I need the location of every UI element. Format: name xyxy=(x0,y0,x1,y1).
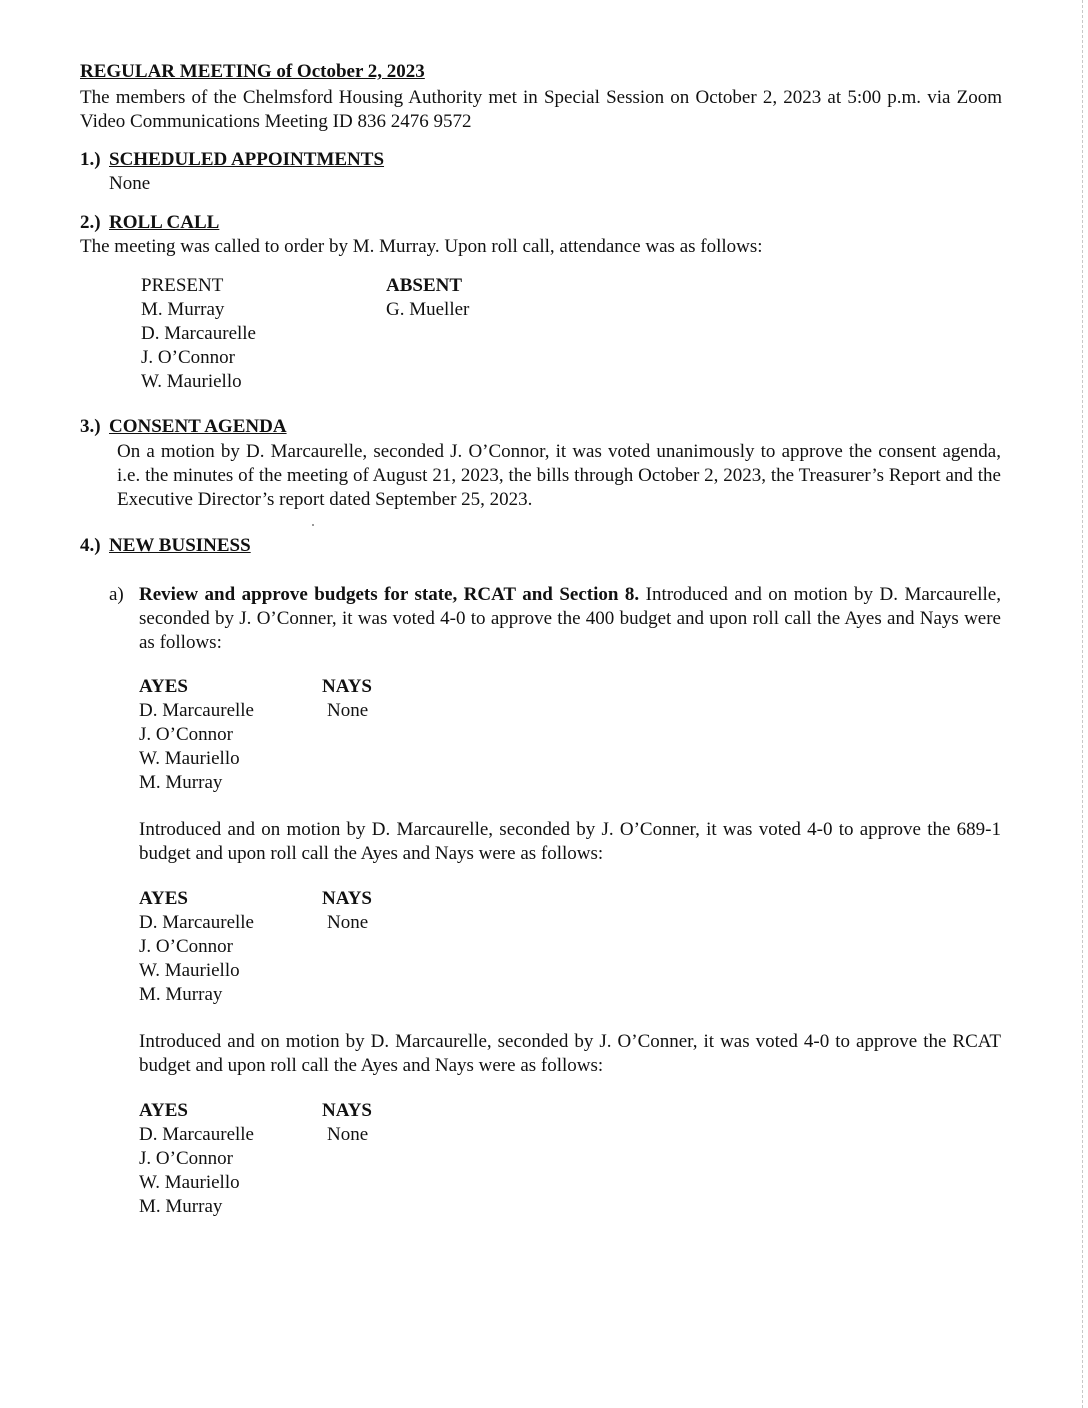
section-4-heading: NEW BUSINESS xyxy=(109,535,251,556)
section-1-body: None xyxy=(109,173,151,194)
nays-label: NAYS xyxy=(322,676,372,697)
present-label: PRESENT xyxy=(141,275,224,296)
ayes-list xyxy=(139,887,254,1007)
item-a-title: Review and approve budgets for state, RCAT and Section 8. xyxy=(139,584,640,605)
absent-list xyxy=(386,274,469,322)
item-a-letter: a) xyxy=(109,584,124,605)
section-4-number: 4.) xyxy=(80,535,101,556)
section-2-heading: ROLL CALL xyxy=(109,212,220,233)
meeting-title: REGULAR MEETING of October 2, 2023 xyxy=(80,61,425,82)
nays-list xyxy=(322,1099,372,1147)
nays-list xyxy=(322,675,372,723)
nay-member: None xyxy=(327,700,369,721)
aye-member: M. Murray xyxy=(139,772,223,793)
section-1-number: 1.) xyxy=(80,149,101,170)
aye-member: W. Mauriello xyxy=(139,1172,240,1193)
aye-member: J. O’Connor xyxy=(139,936,233,957)
scan-speck xyxy=(312,524,314,526)
section-2-number: 2.) xyxy=(80,212,101,233)
aye-member: W. Mauriello xyxy=(139,960,240,981)
item-a-motion: Introduced and on motion by D. Marcaurelle, seconded by J. O’Conner, it was voted 4-0 to approve the 400 budget and upon roll call the Ayes and Nays were as follows: xyxy=(139,584,1001,653)
section-3-number: 3.) xyxy=(80,416,101,437)
absent-member: G. Mueller xyxy=(386,299,470,320)
meeting-intro: The members of the Chelmsford Housing Authority met in Special Session on October 2, 2023 at 5:00 p.m. via Zoom Video Communications Meeting ID 836 2476 9572 xyxy=(80,87,1002,132)
aye-member: J. O’Connor xyxy=(139,1148,233,1169)
present-member: J. O’Connor xyxy=(141,347,235,368)
ayes-label: AYES xyxy=(139,1100,188,1121)
ayes-list xyxy=(139,675,254,795)
nays-label: NAYS xyxy=(322,888,372,909)
motion-3: Introduced and on motion by D. Marcaurelle, seconded by J. O’Conner, it was voted 4-0 to approve the RCAT budget and upon roll call the Ayes and Nays were as follows: xyxy=(139,1031,1001,1076)
nays-list xyxy=(322,887,372,935)
scan-edge-line xyxy=(1082,0,1083,1408)
aye-member: D. Marcaurelle xyxy=(139,912,254,933)
nay-member: None xyxy=(327,1124,369,1145)
aye-member: D. Marcaurelle xyxy=(139,700,254,721)
present-list xyxy=(141,274,256,394)
item-a-paragraph xyxy=(139,583,1001,655)
section-3-heading: CONSENT AGENDA xyxy=(109,416,287,437)
ayes-label: AYES xyxy=(139,888,188,909)
section-1-heading: SCHEDULED APPOINTMENTS xyxy=(109,149,385,170)
nay-member: None xyxy=(327,912,369,933)
aye-member: M. Murray xyxy=(139,984,223,1005)
aye-member: J. O’Connor xyxy=(139,724,233,745)
present-member: W. Mauriello xyxy=(141,371,242,392)
motion-2: Introduced and on motion by D. Marcaurelle, seconded by J. O’Conner, it was voted 4-0 to approve the 689-1 budget and upon roll call the Ayes and Nays were as follows: xyxy=(139,819,1001,864)
aye-member: W. Mauriello xyxy=(139,748,240,769)
present-member: D. Marcaurelle xyxy=(141,323,256,344)
present-member: M. Murray xyxy=(141,299,225,320)
ayes-list xyxy=(139,1099,254,1219)
section-3-body: On a motion by D. Marcaurelle, seconded J. O’Connor, it was voted unanimously to approve the consent agenda, i.e. the minutes of the meeting of August 21, 2023, the bills through October 2, 2023, the Treasurer’s Report and the Executive Director’s report dated September 25, 2023. xyxy=(117,441,1001,510)
nays-label: NAYS xyxy=(322,1100,372,1121)
absent-label: ABSENT xyxy=(386,275,463,296)
aye-member: D. Marcaurelle xyxy=(139,1124,254,1145)
aye-member: M. Murray xyxy=(139,1196,223,1217)
ayes-label: AYES xyxy=(139,676,188,697)
section-2-body: The meeting was called to order by M. Murray. Upon roll call, attendance was as follows: xyxy=(80,236,763,257)
